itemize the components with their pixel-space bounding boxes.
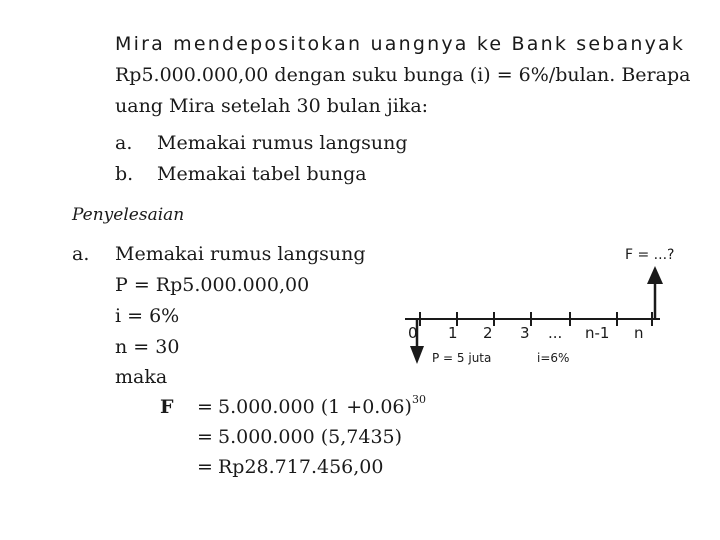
future-value-label: F = ...? bbox=[625, 247, 675, 263]
present-value-label: P = 5 juta bbox=[432, 351, 492, 365]
problem-line-1: Mira mendepositokan uangnya ke Bank sebanyak bbox=[115, 33, 686, 55]
tick-label-n: n bbox=[634, 324, 644, 342]
future-value-arrow-icon bbox=[647, 266, 663, 284]
formula-step-2-expr: 5.000.000 (5,7435) bbox=[218, 426, 403, 448]
option-a-marker: a. bbox=[115, 132, 133, 154]
tick-label-2: 2 bbox=[483, 324, 493, 342]
formula-variable: F bbox=[160, 396, 174, 418]
tick-label-3: 3 bbox=[520, 324, 530, 342]
interest-rate-label: i=6% bbox=[537, 351, 570, 365]
given-principal: P = Rp5.000.000,00 bbox=[115, 274, 310, 296]
formula-step-2-eq: = bbox=[197, 426, 213, 448]
option-a-text: Memakai rumus langsung bbox=[157, 132, 408, 154]
option-b-text: Memakai tabel bunga bbox=[157, 163, 367, 185]
problem-line-3: uang Mira setelah 30 bulan jika: bbox=[115, 95, 429, 117]
formula-step-1-expr: 5.000.000 (1 +0.06) bbox=[218, 396, 412, 418]
formula-step-3-eq: = bbox=[197, 456, 213, 478]
formula-step-3-expr: Rp28.717.456,00 bbox=[218, 456, 384, 478]
tick-label-n-minus-1: n-1 bbox=[585, 324, 610, 342]
given-periods: n = 30 bbox=[115, 336, 180, 358]
connector-maka: maka bbox=[115, 366, 168, 388]
solution-part-marker: a. bbox=[72, 243, 90, 265]
given-rate: i = 6% bbox=[115, 305, 180, 327]
tick-label-1: 1 bbox=[448, 324, 458, 342]
solution-part-title: Memakai rumus langsung bbox=[115, 243, 366, 265]
present-value-arrow-icon bbox=[410, 346, 424, 364]
formula-step-1-eq: = bbox=[197, 396, 213, 418]
tick-label-dots: ... bbox=[548, 324, 563, 342]
problem-line-2: Rp5.000.000,00 dengan suku bunga (i) = 6%/bulan. Berapa bbox=[115, 64, 691, 86]
option-b-marker: b. bbox=[115, 163, 134, 185]
tick-label-0: 0 bbox=[408, 324, 418, 342]
solution-heading: Penyelesaian bbox=[72, 205, 185, 225]
formula-step-1-exponent: 30 bbox=[412, 393, 426, 406]
